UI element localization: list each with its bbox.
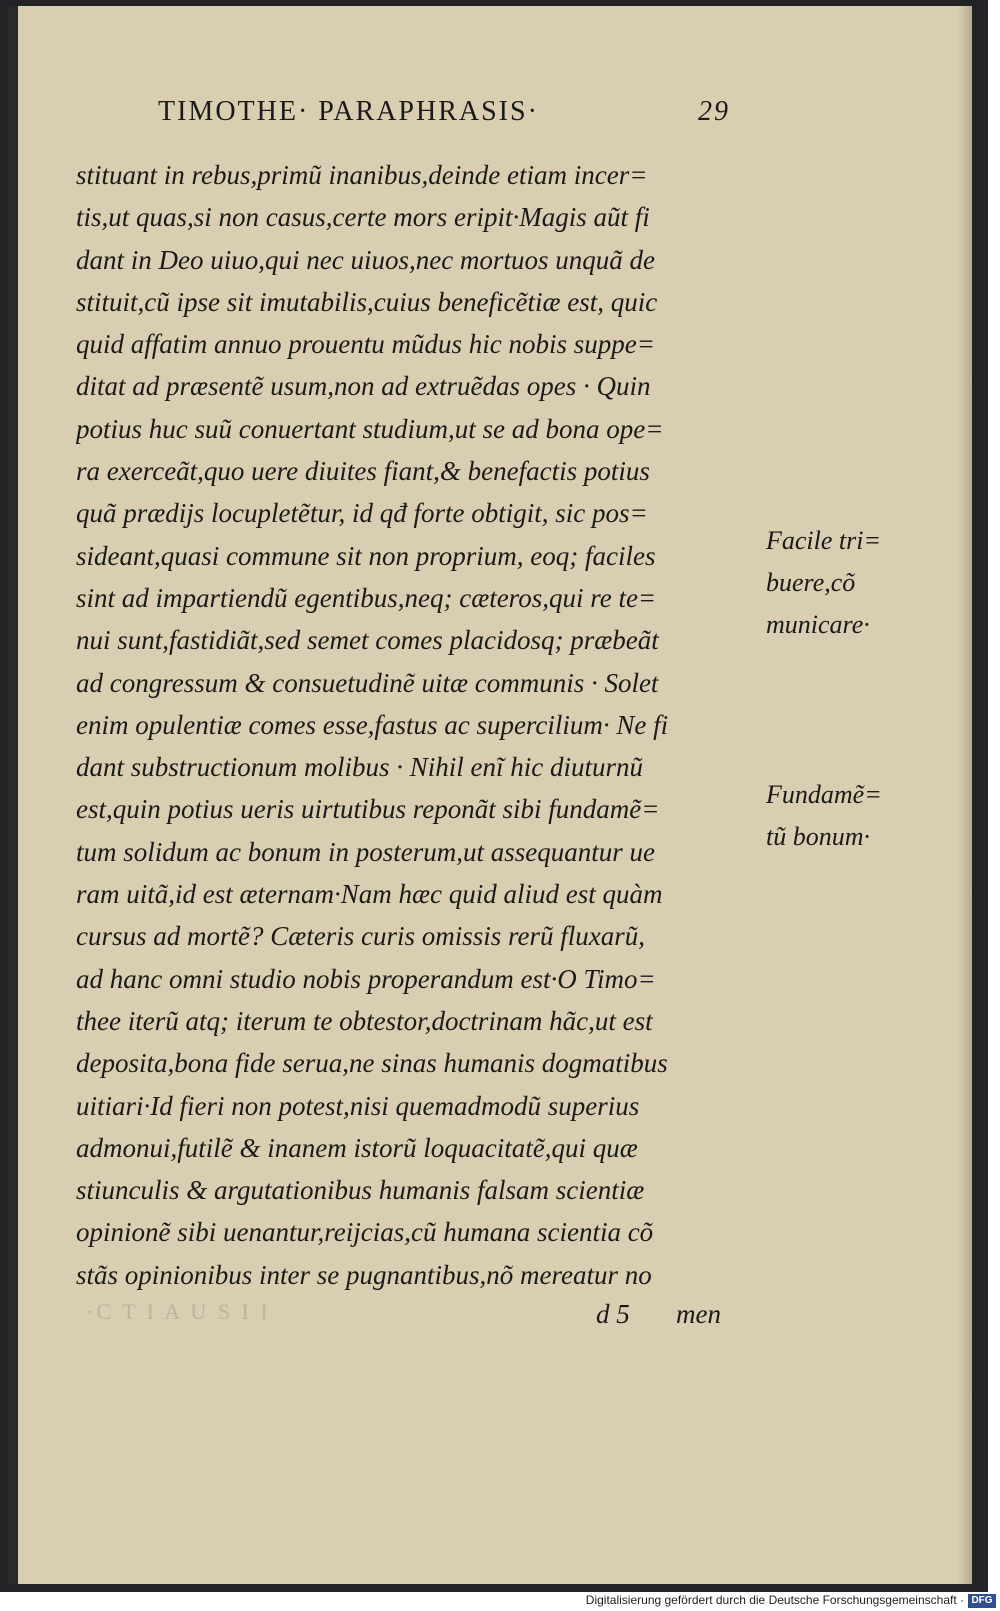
margin-note-fundamentum [766, 774, 976, 858]
margin-note-line: buere,cõ [766, 568, 856, 597]
text-line: nui sunt,fastidiãt,sed semet comes placidosq; præbeãt [76, 625, 659, 656]
text-line: potius huc suũ conuertant studium,ut se ad bona ope= [76, 413, 664, 444]
text-line: deposita,bona fide serua,ne sinas humanis dogmatibus [76, 1048, 668, 1079]
margin-note-facile [766, 520, 976, 646]
text-line: ad hanc omni studio nobis properandum est·O Timo= [76, 963, 656, 994]
text-line: enim opulentiæ comes esse,fastus ac supercilium· Ne fi [76, 709, 669, 740]
text-line: dant in Deo uiuo,qui nec uiuos,nec mortuos unquã de [76, 244, 655, 275]
signature-mark: d 5 [596, 1299, 630, 1329]
text-line: ditat ad præsentẽ usum,non ad extruẽdas opes · Quin [76, 371, 651, 402]
text-line: est,quin potius ueris uirtutibus reponãt sibi fundamẽ= [76, 794, 660, 825]
text-line: quã prædijs locupletẽtur, id qđ forte obtigit, sic pos= [76, 498, 648, 529]
running-head-title: TIMOTHE· PARAPHRASIS· [158, 96, 539, 127]
text-line: sint ad impartiendũ egentibus,neq; cæteros,qui re te= [76, 582, 657, 613]
funding-credit: Digitalisierung gefördert durch die Deutsche Forschungsgemeinschaft · [585, 1593, 964, 1607]
text-line: admonui,futilẽ & inanem istorũ loquacitatẽ,qui quæ [76, 1132, 638, 1163]
page-number: 29 [698, 96, 730, 127]
text-line: ram uitã,id est æternam·Nam hæc quid aliud est quàm [76, 879, 663, 910]
catchword-row [76, 1299, 776, 1339]
margin-note-line: Facile tri= [766, 526, 882, 555]
margin-note-line: tũ bonum· [766, 822, 870, 851]
text-line: quid affatim annuo prouentu mũdus hic nobis suppe= [76, 329, 655, 360]
book-page [8, 6, 972, 1584]
body-text [76, 154, 776, 1296]
text-line: sideant,quasi commune sit non proprium, eoq; faciles [76, 540, 656, 571]
text-line: thee iterũ atq; iterum te obtestor,doctrinam hãc,ut est [76, 1005, 653, 1036]
bleed-through-text: ·C T I A U S I I [86, 1299, 271, 1324]
footer [0, 1592, 1000, 1611]
text-line: ad congressum & consuetudinẽ uitæ communis · Solet [76, 667, 659, 698]
text-line: opinionẽ sibi uenantur,reijcias,cũ humana scientia cõ [76, 1217, 654, 1248]
text-line: stiunculis & argutationibus humanis falsam scientiæ [76, 1175, 645, 1206]
text-line: tum solidum ac bonum in posterum,ut assequantur ue [76, 836, 655, 867]
margin-note-line: Fundamẽ= [766, 780, 882, 809]
text-line: stituant in rebus,primũ inanibus,deinde etiam incer= [76, 160, 648, 190]
catchword: men [676, 1299, 721, 1329]
dfg-logo: DFG [968, 1594, 996, 1608]
text-line: cursus ad mortẽ? Cæteris curis omissis rerũ fluxarũ, [76, 921, 646, 952]
text-line: stãs opinionibus inter se pugnantibus,nõ mereatur no [76, 1259, 652, 1290]
text-line: stituit,cũ ipse sit imutabilis,cuius beneficẽtiæ est, quic [76, 286, 658, 317]
text-line: ra exerceãt,quo uere diuites fiant,& benefactis potius [76, 456, 650, 487]
margin-note-line: municare· [766, 610, 870, 639]
running-head [158, 96, 758, 128]
text-line: dant substructionum molibus · Nihil enĩ hic diuturnũ [76, 752, 644, 783]
text-line: uitiari·Id fieri non potest,nisi quemadmodũ superius [76, 1090, 640, 1121]
text-line: tis,ut quas,si non casus,certe mors eripit·Magis aũt fi [76, 202, 650, 233]
